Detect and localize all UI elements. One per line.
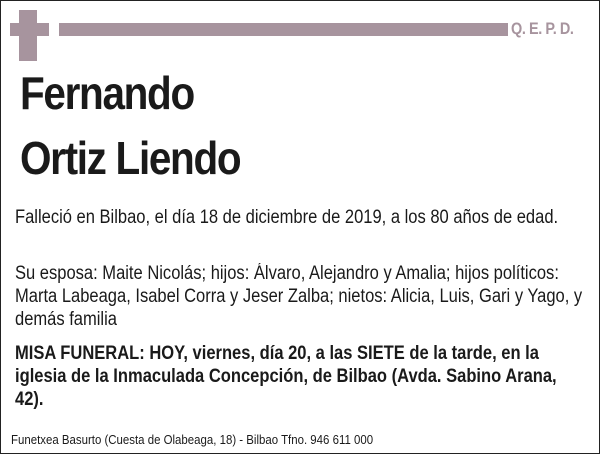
cross-horizontal [10,23,49,36]
qepd-label: Q. E. P. D. [511,19,574,38]
family-list: Su esposa: Maite Nicolás; hijos: Álvaro, Alejandro y Amalia; hijos políticos: Marta Labeaga, Isabel Corra y Jeser Zalba; nietos: Alicia, Luis, Gari y Yago, y demás familia [15,263,583,330]
funeral-mass-info: MISA FUNERAL: HOY, viernes, día 20, a las SIETE de la tarde, en la iglesia de la Inmaculada Concepción, de Bilbao (Avda. Sabino Arana, 42). [15,343,557,410]
deceased-surname: Ortiz Liendo [20,132,241,184]
death-notice: Falleció en Bilbao, el día 18 de diciembre de 2019, a los 80 años de edad. [15,207,559,228]
deceased-first-name: Fernando [20,67,194,119]
header-rule [59,23,508,36]
funeral-home-info: Funetxea Basurto (Cuesta de Olabeaga, 18) - Bilbao Tfno. 946 611 000 [11,432,374,447]
